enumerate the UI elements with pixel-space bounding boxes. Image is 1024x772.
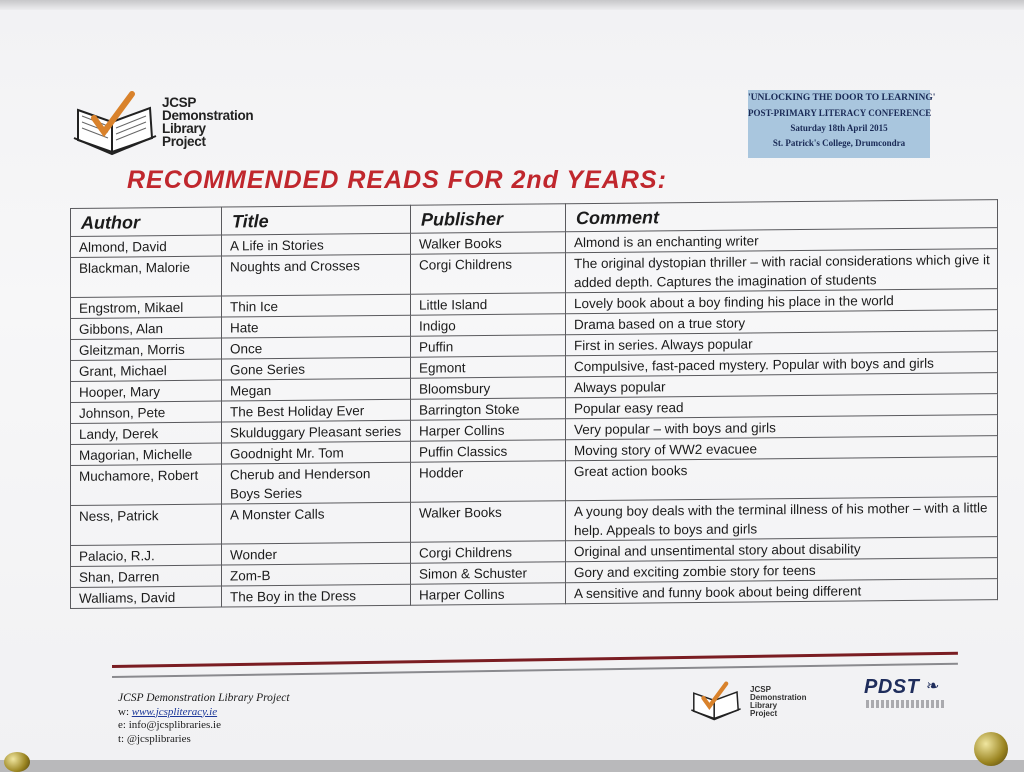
comment-cell: Popular easy read bbox=[566, 394, 998, 419]
title-cell: Zom-B bbox=[222, 563, 411, 586]
publisher-cell: Barrington Stoke bbox=[411, 398, 566, 420]
pdst-logo bbox=[864, 676, 954, 716]
header-publisher: Publisher bbox=[411, 204, 566, 233]
comment-cell: Gory and exciting zombie story for teens bbox=[566, 558, 998, 583]
push-pin-icon bbox=[4, 752, 30, 772]
pdst-swirl-icon: ❧ bbox=[926, 678, 940, 695]
title-cell: Once bbox=[222, 336, 411, 359]
open-book-tick-icon bbox=[72, 88, 158, 158]
comment-cell: Very popular – with boys and girls bbox=[566, 415, 998, 440]
footer-email: e: info@jcsplibraries.ie bbox=[118, 719, 221, 731]
publisher-cell: Walker Books bbox=[411, 232, 566, 254]
author-cell: Palacio, R.J. bbox=[71, 544, 222, 566]
author-cell: Blackman, Malorie bbox=[71, 256, 222, 297]
publisher-cell: Little Island bbox=[411, 293, 566, 315]
footer-website-link[interactable]: www.jcspliteracy.ie bbox=[131, 705, 218, 718]
header-author: Author bbox=[71, 207, 222, 236]
footer-logo-line: Project bbox=[750, 709, 778, 718]
footer-logo-line: JCSP bbox=[750, 685, 771, 694]
publisher-cell: Simon & Schuster bbox=[411, 562, 566, 584]
conference-subtitle: POST-PRIMARY LITERACY CONFERENCE bbox=[748, 108, 932, 118]
title-cell: A Life in Stories bbox=[222, 233, 411, 256]
publisher-cell: Harper Collins bbox=[411, 419, 566, 441]
logo-line: JCSP bbox=[162, 95, 197, 110]
sheet-top-shadow bbox=[0, 0, 1024, 10]
publisher-cell: Harper Collins bbox=[411, 583, 566, 605]
footer-web-prefix: w: bbox=[118, 705, 129, 718]
comment-cell: Original and unsentimental story about disability bbox=[566, 537, 998, 562]
conference-date: Saturday 18th April 2015 bbox=[790, 123, 888, 133]
comment-cell: Compulsive, fast-paced mystery. Popular with boys and girls bbox=[566, 352, 998, 377]
title-cell: Wonder bbox=[222, 542, 411, 565]
publisher-cell: Bloomsbury bbox=[411, 377, 566, 399]
author-cell: Johnson, Pete bbox=[71, 401, 222, 423]
author-cell: Walliams, David bbox=[71, 586, 222, 608]
footer-twitter: t: @jcsplibraries bbox=[118, 732, 191, 745]
publisher-cell: Hodder bbox=[411, 461, 566, 502]
header-title: Title bbox=[222, 205, 411, 235]
comment-cell: The original dystopian thriller – with racial considerations which give it added depth. Captures the imagination of students bbox=[566, 249, 998, 293]
publisher-cell: Corgi Childrens bbox=[411, 541, 566, 563]
conference-venue: St. Patrick's College, Drumcondra bbox=[772, 138, 906, 148]
title-cell: A Monster Calls bbox=[222, 502, 411, 544]
author-cell: Grant, Michael bbox=[71, 359, 222, 381]
title-cell: Noughts and Crosses bbox=[222, 254, 411, 296]
author-cell: Magorian, Michelle bbox=[71, 443, 222, 465]
jcsp-footer-logo bbox=[686, 680, 826, 725]
publisher-cell: Egmont bbox=[411, 356, 566, 378]
reading-list-table bbox=[70, 199, 998, 609]
comment-cell: Moving story of WW2 evacuee bbox=[566, 436, 998, 461]
comment-cell: Great action books bbox=[566, 457, 998, 501]
title-cell: Skulduggary Pleasant series bbox=[222, 420, 411, 443]
footer-contact bbox=[118, 692, 290, 746]
footer-logo-line: Demonstration bbox=[750, 693, 807, 702]
author-cell: Gleitzman, Morris bbox=[71, 338, 222, 360]
header-comment: Comment bbox=[566, 200, 998, 232]
logo-line: Demonstration bbox=[162, 108, 254, 123]
comment-cell: Lovely book about a boy finding his place in the world bbox=[566, 289, 998, 314]
title-cell: Thin Ice bbox=[222, 294, 411, 317]
footer-title: JCSP Demonstration Library Project bbox=[118, 692, 290, 704]
author-cell: Hooper, Mary bbox=[71, 380, 222, 402]
publisher-cell: Indigo bbox=[411, 314, 566, 336]
author-cell: Shan, Darren bbox=[71, 565, 222, 587]
title-cell: Cherub and Henderson Boys Series bbox=[222, 462, 411, 504]
pdst-tagline bbox=[866, 700, 946, 708]
author-cell: Engstrom, Mikael bbox=[71, 296, 222, 318]
author-cell: Muchamore, Robert bbox=[71, 464, 222, 505]
title-cell: Gone Series bbox=[222, 357, 411, 380]
logo-line: Project bbox=[162, 134, 206, 149]
comment-cell: A sensitive and funny book about being different bbox=[566, 579, 998, 604]
author-cell: Almond, David bbox=[71, 235, 222, 257]
title-cell: Hate bbox=[222, 315, 411, 338]
page-title: RECOMMENDED READS FOR 2nd YEARS: bbox=[127, 166, 667, 194]
publisher-cell: Puffin bbox=[411, 335, 566, 357]
title-cell: The Best Holiday Ever bbox=[222, 399, 411, 422]
table-body bbox=[71, 228, 998, 609]
comment-cell: First in series. Always popular bbox=[566, 331, 998, 356]
comment-cell: Always popular bbox=[566, 373, 998, 398]
footer-logo-line: Library bbox=[750, 701, 778, 710]
open-book-tick-icon bbox=[686, 680, 746, 722]
author-cell: Ness, Patrick bbox=[71, 504, 222, 545]
title-cell: Goodnight Mr. Tom bbox=[222, 441, 411, 464]
logo-line: Library bbox=[162, 121, 206, 136]
footer-web-line bbox=[118, 706, 290, 720]
author-cell: Landy, Derek bbox=[71, 422, 222, 444]
conference-box bbox=[748, 90, 936, 158]
comment-cell: Drama based on a true story bbox=[566, 310, 998, 335]
author-cell: Gibbons, Alan bbox=[71, 317, 222, 339]
publisher-cell: Corgi Childrens bbox=[411, 253, 566, 294]
jcsp-logo bbox=[72, 88, 262, 158]
comment-cell: A young boy deals with the terminal illness of his mother – with a little help. Appeals to boys and girls bbox=[566, 497, 998, 541]
title-cell: The Boy in the Dress bbox=[222, 584, 411, 607]
pdst-wordmark: PDST bbox=[864, 676, 920, 698]
publisher-cell: Walker Books bbox=[411, 501, 566, 542]
push-pin-icon bbox=[974, 732, 1008, 766]
title-cell: Megan bbox=[222, 378, 411, 401]
publisher-cell: Puffin Classics bbox=[411, 440, 566, 462]
conference-title: 'UNLOCKING THE DOOR TO LEARNING' bbox=[748, 93, 936, 103]
comment-cell: Almond is an enchanting writer bbox=[566, 228, 998, 253]
